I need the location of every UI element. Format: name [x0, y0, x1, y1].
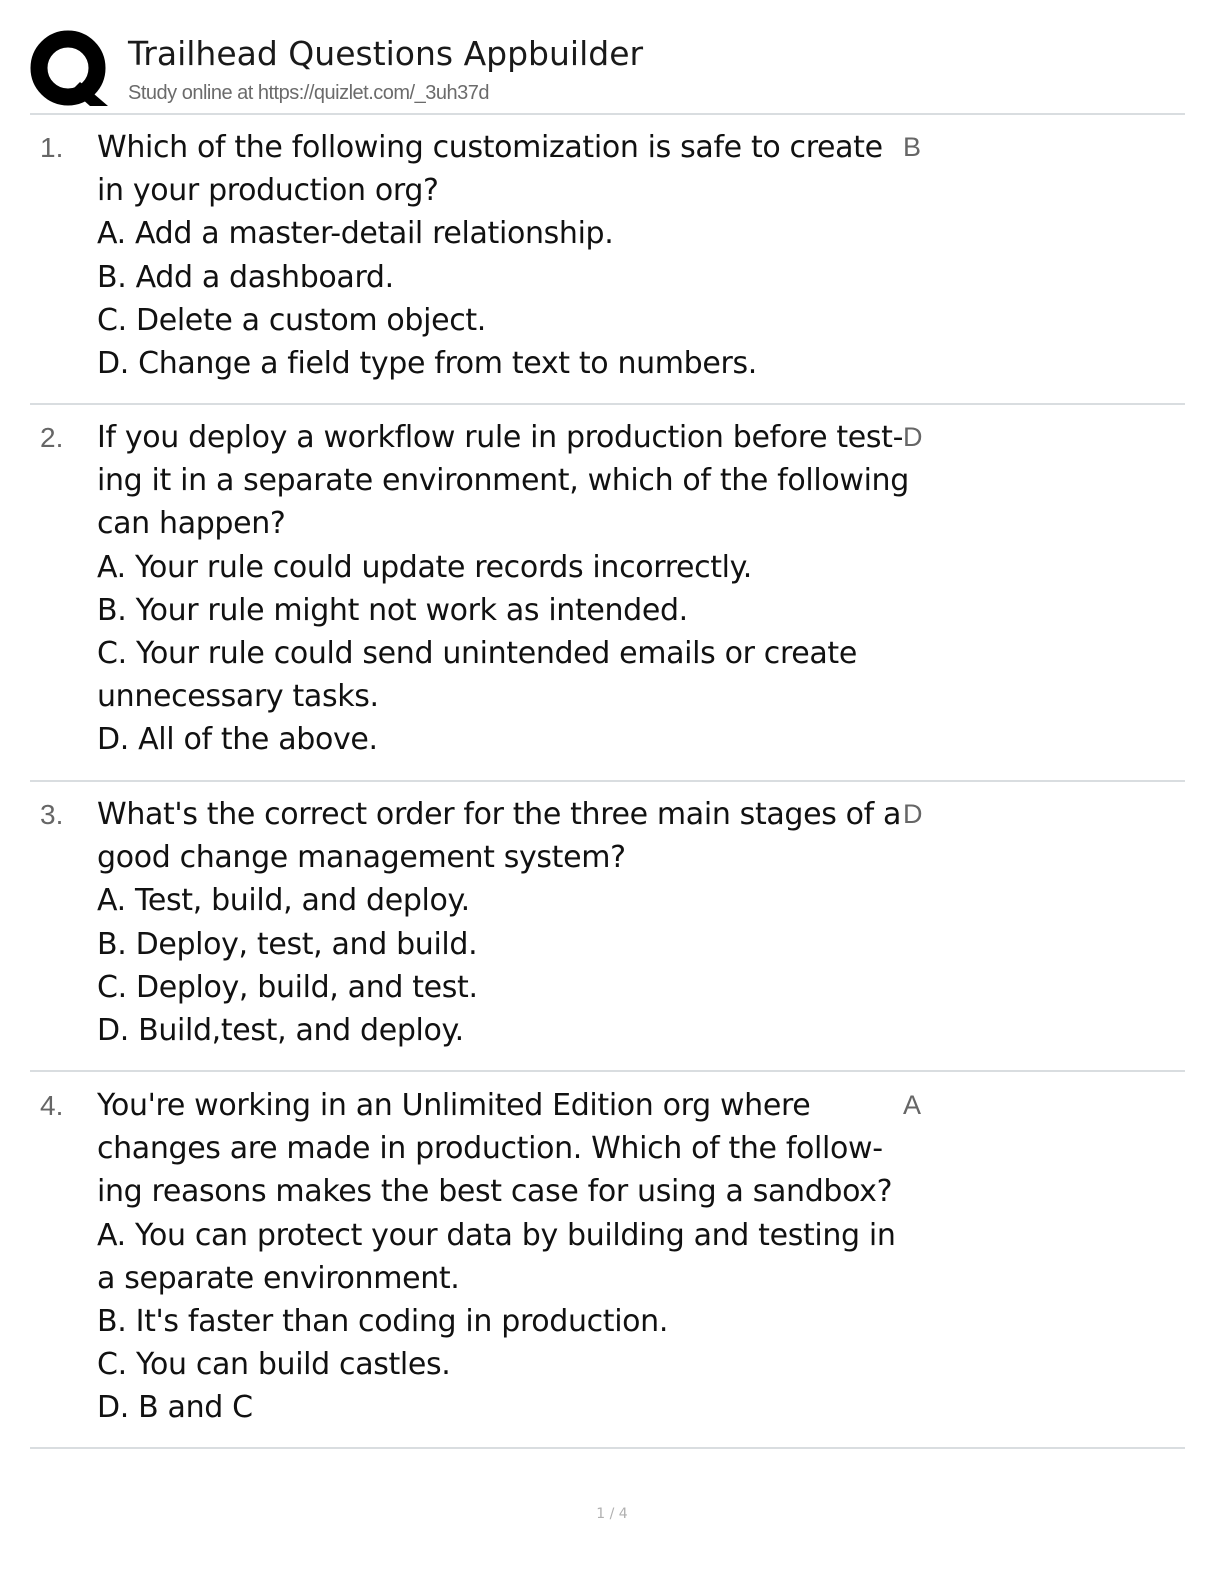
- divider: [30, 780, 1185, 782]
- question-line: in your production org?: [97, 173, 439, 209]
- question-line: If you deploy a workflow rule in production before test-: [97, 420, 904, 455]
- option-c: C. You can build castles.: [97, 1347, 451, 1383]
- option-a: A. Your rule could update records incorrectly.: [97, 549, 752, 585]
- question-line: What's the correct order for the three main stages of a: [97, 797, 902, 832]
- option-d: D. All of the above.: [97, 722, 378, 758]
- question-text: [97, 126, 907, 385]
- question-text: [97, 793, 907, 1052]
- question-text: [97, 416, 907, 762]
- question-line: You're working in an Unlimited Edition org where: [97, 1088, 811, 1123]
- question-line: good change management system?: [97, 840, 626, 876]
- option-d: D. Change a field type from text to numbers.: [97, 346, 757, 382]
- option-a: A. You can protect your data by building and testing in: [97, 1217, 896, 1253]
- document-header: [30, 28, 1190, 112]
- option-d: D. B and C: [97, 1390, 253, 1426]
- option-a: A. Test, build, and deploy.: [97, 883, 470, 919]
- option-c: C. Your rule could send unintended emails or create: [97, 636, 857, 672]
- question-line: ing it in a separate environment, which of the following: [97, 463, 909, 499]
- answer-key: B: [903, 132, 922, 162]
- option-b: B. It's faster than coding in production.: [97, 1304, 669, 1340]
- divider: [30, 113, 1185, 115]
- question-card-4: [30, 1084, 1185, 1434]
- answer-key: D: [903, 422, 923, 452]
- question-card-3: [30, 793, 1185, 1058]
- question-number: 3.: [40, 799, 64, 830]
- document-title: Trailhead Questions Appbuilder: [128, 34, 644, 73]
- question-line: changes are made in production. Which of the follow-: [97, 1131, 883, 1167]
- question-number: 1.: [40, 132, 64, 163]
- option-c: C. Delete a custom object.: [97, 302, 486, 338]
- answer-key: A: [903, 1090, 922, 1120]
- option-c: C. Deploy, build, and test.: [97, 969, 478, 1005]
- option-b: B. Deploy, test, and build.: [97, 926, 478, 962]
- question-text: [97, 1084, 907, 1430]
- study-online-link[interactable]: Study online at https://quizlet.com/_3uh37d: [128, 82, 489, 104]
- option-b: B. Add a dashboard.: [97, 259, 394, 295]
- question-line: ing reasons makes the best case for using a sandbox?: [97, 1174, 893, 1210]
- question-card-1: [30, 126, 1185, 386]
- divider: [30, 403, 1185, 405]
- option-c-continued: unnecessary tasks.: [97, 679, 379, 715]
- page-number: 1 / 4: [596, 1506, 628, 1522]
- option-b: B. Your rule might not work as intended.: [97, 592, 688, 628]
- question-number: 2.: [40, 422, 64, 453]
- divider: [30, 1070, 1185, 1072]
- question-card-2: [30, 416, 1185, 766]
- answer-key: D: [903, 799, 923, 829]
- question-number: 4.: [40, 1090, 64, 1121]
- option-a-continued: a separate environment.: [97, 1260, 460, 1296]
- question-line: Which of the following customization is safe to create: [97, 130, 883, 165]
- divider: [30, 1447, 1185, 1449]
- option-a: A. Add a master-detail relationship.: [97, 216, 614, 252]
- option-d: D. Build,test, and deploy.: [97, 1013, 464, 1049]
- quizlet-q-logo-icon: [30, 30, 110, 110]
- question-line: can happen?: [97, 506, 286, 542]
